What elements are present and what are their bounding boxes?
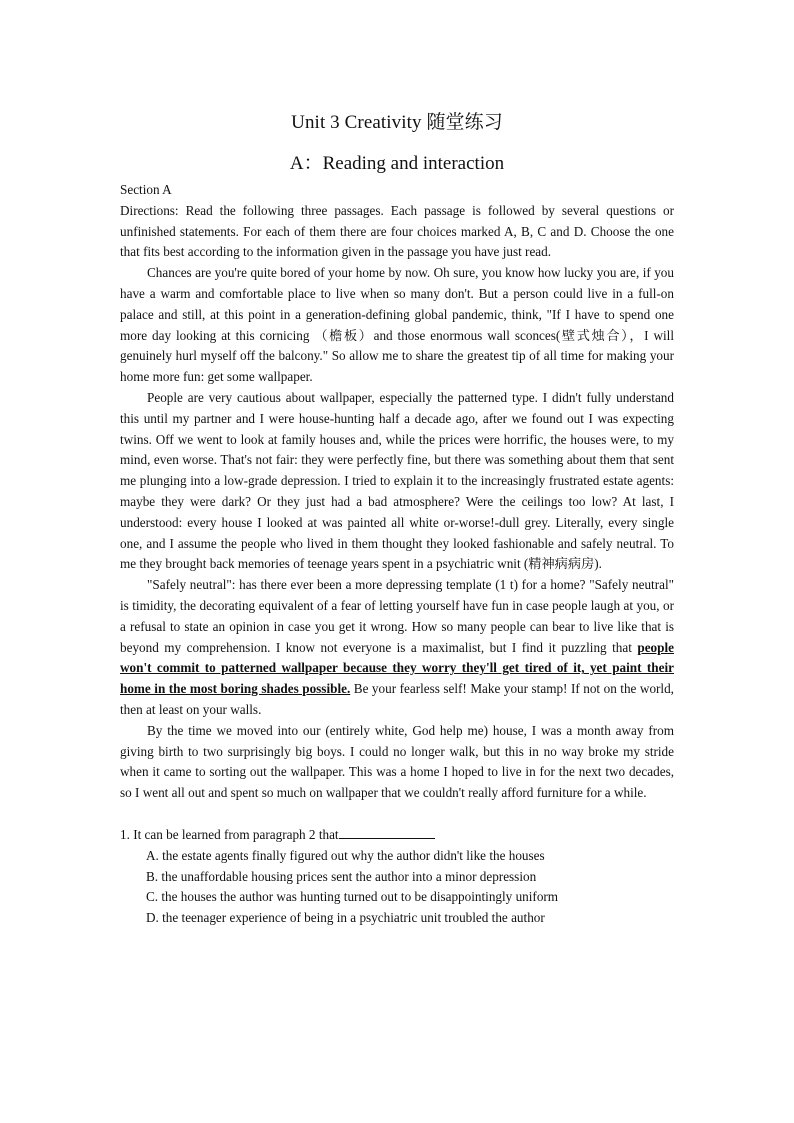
answer-blank [339,826,435,839]
option-b: B. the unaffordable housing prices sent the author into a minor depression [146,868,537,884]
passage-paragraph-4: By the time we moved into our (entirely white, God help me) house, I was a month away from giving birth to two surprisingly big boys. I could no longer walk, but this in no way broke my stride when it came to sorting out the wallpaper. This was a home I hoped to live in for the next two decades, so I went all out and spent so much on wallpaper that we couldn't really afford furniture for a while. [120,722,674,801]
question-1 [120,825,674,846]
question-1-options [120,846,674,929]
passage-paragraph-1: Chances are you're quite bored of your home by now. Oh sure, you know how lucky you are, if you have a warm and comfortable place to live when so many don't. But a person could live in a full-on palace and still, at this point in a generation-defining global pandemic, think, "If I have to spend one more day looking at this cornicing （檐板）and those enormous wall sconces(壁式烛合），I will genuinely hurl myself off the balcony." So allow me to share the greatest tip of all time for making your home more fun: get some wallpaper. [120,265,674,385]
section-label: Section A [120,182,172,197]
page-title: Unit 3 Creativity 随堂练习 [291,112,503,133]
paragraph-3-text-after: Be your fearless self! Make your stamp! If not on the world, then at least on your walls. [120,681,674,717]
underlined-sentence: people won't commit to patterned wallpaper because they worry they'll get tired of it, yet paint their home in the most boring shades possible. [120,639,674,697]
option-d: D. the teenager experience of being in a psychiatric unit troubled the author [146,910,545,926]
paragraph-3-text-before: "Safely neutral": has there ever been a more depressing template (1 t) for a home? "Safely neutral" is timidity, the decorating equivalent of a fear of letting yourself have fun in case people laugh at you, or a refusal to state an opinion in case you get it wrong. How so many people can bear to live like that is beyond my comprehension. I know not everyone is a maximalist, but I find it puzzling that [120,577,674,655]
directions-text: Directions: Read the following three passages. Each passage is followed by several questions or unfinished statements. For each of them there are four choices marked A, B, C and D. Choose the one that fits best according to the information given in the passage you have just read. [120,202,674,260]
passage-paragraph-2: People are very cautious about wallpaper, especially the patterned type. I didn't fully understand this until my partner and I were house-hunting half a decade ago, after we found out I was expecting twins. Off we went to look at family houses and, while the prices were horrific, the houses were, to my mind, even worse. That's not fair: they were perfectly fine, but there was something about them that sent me plunging into a low-grade depression. I tried to explain it to the increasingly frustrated estate agents: maybe they were dark? Or they just had a bad atmosphere? Were the ceilings too low? At last, I understood: every house I looked at was painted all white or-worse!-dull grey. Literally, every single one, and I assume the people who lived in them thought they looked fashionable and safely neutral. To me they brought back memories of teenage years spent in a psychiatric wnit (精神病病房). [120,389,674,572]
page-subtitle: A：Reading and interaction [289,153,505,174]
document-body [120,180,674,929]
question-1-stem: 1. It can be learned from paragraph 2 that [120,826,339,842]
passage-paragraph-3 [120,575,674,721]
option-c: C. the houses the author was hunting turned out to be disappointingly uniform [146,889,559,905]
option-a: A. the estate agents finally figured out why the author didn't like the houses [146,847,545,863]
